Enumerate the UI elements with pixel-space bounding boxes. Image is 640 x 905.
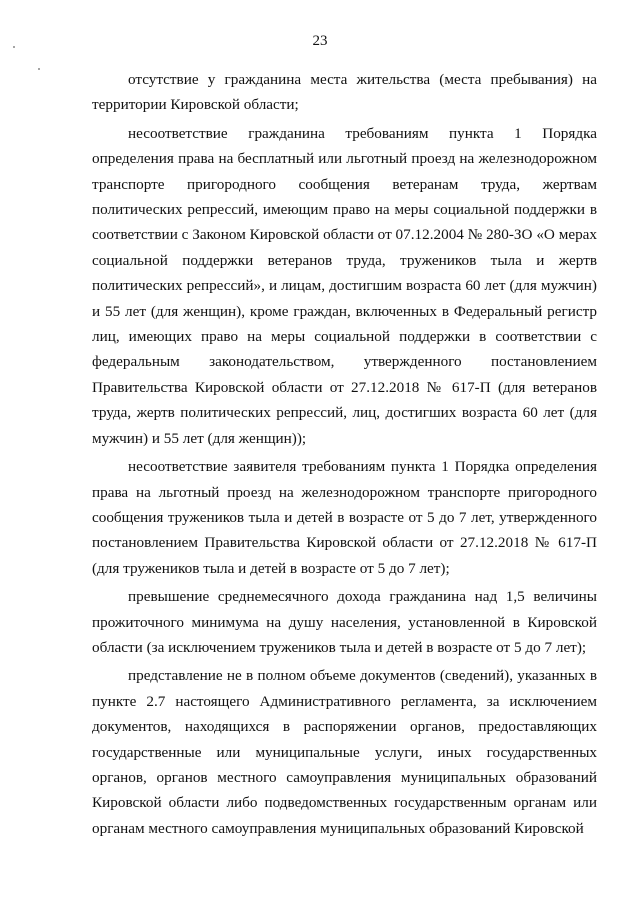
paragraph-home-front-workers: несоответствие заявителя требованиям пункта 1 Порядка определения права на льготный проезд на железнодорожном транспорте пригородного сообщения тружеников тыла и детей в возрасте от 5 до 7 лет, утвержденного постановлением Правительства Кировской области от 27.12.2018 № 617-П (для тружеников тыла и детей в возрасте от 5 до 7 лет); — [92, 458, 597, 577]
paragraph-veterans-requirements: несоответствие гражданина требованиям пункта 1 Порядка определения права на бесплатный или льготный проезд на железнодорожном транспорте пригородного сообщения ветеранам труда, жертвам политических репрессий, имеющим право на меры социальной поддержки в соответствии с Законом Кировской области от 07.12.2004 № 280-ЗО «О мерах социальной поддержки ветеранов труда, тружеников тыла и жертв политических репрессий», и лицам, достигшим возраста 60 лет (для мужчин) и 55 лет (для женщин), кроме граждан, включенных в Федеральный регистр лиц, имеющих право на меры социальной поддержки в соответствии с федеральным законодательством, утвержденного постановлением Правительства Кировской области от 27.12.2018 № 617-П (для ветеранов труда, жертв политических репрессий, лиц, достигших возраста 60 лет (для мужчин) и 55 лет (для женщин)); — [92, 124, 597, 447]
paragraph-incomplete-documents: представление не в полном объеме документов (сведений), указанных в пункте 2.7 настоящего Административного регламента, за исключением документов, находящихся в распоряжении органов, предоставляющих государственные или муниципальные услуги, иных государственных органов, органов местного самоуправления муниципальных образований Кировской области либо подведомственных государственным органам или органам местного самоуправления муниципальных образований Кировской — [92, 667, 597, 837]
scan-speck — [38, 68, 40, 70]
paragraph-income-excess: превышение среднемесячного дохода гражданина над 1,5 величины прожиточного минимума на душу населения, установленной в Кировской области (за исключением тружеников тыла и детей в возрасте от 5 до 7 лет); — [92, 588, 597, 656]
page-number: 23 — [312, 33, 328, 49]
document-body — [92, 67, 597, 844]
paragraph-residence: отсутствие у гражданина места жительства (места пребывания) на территории Кировской области; — [92, 71, 597, 114]
